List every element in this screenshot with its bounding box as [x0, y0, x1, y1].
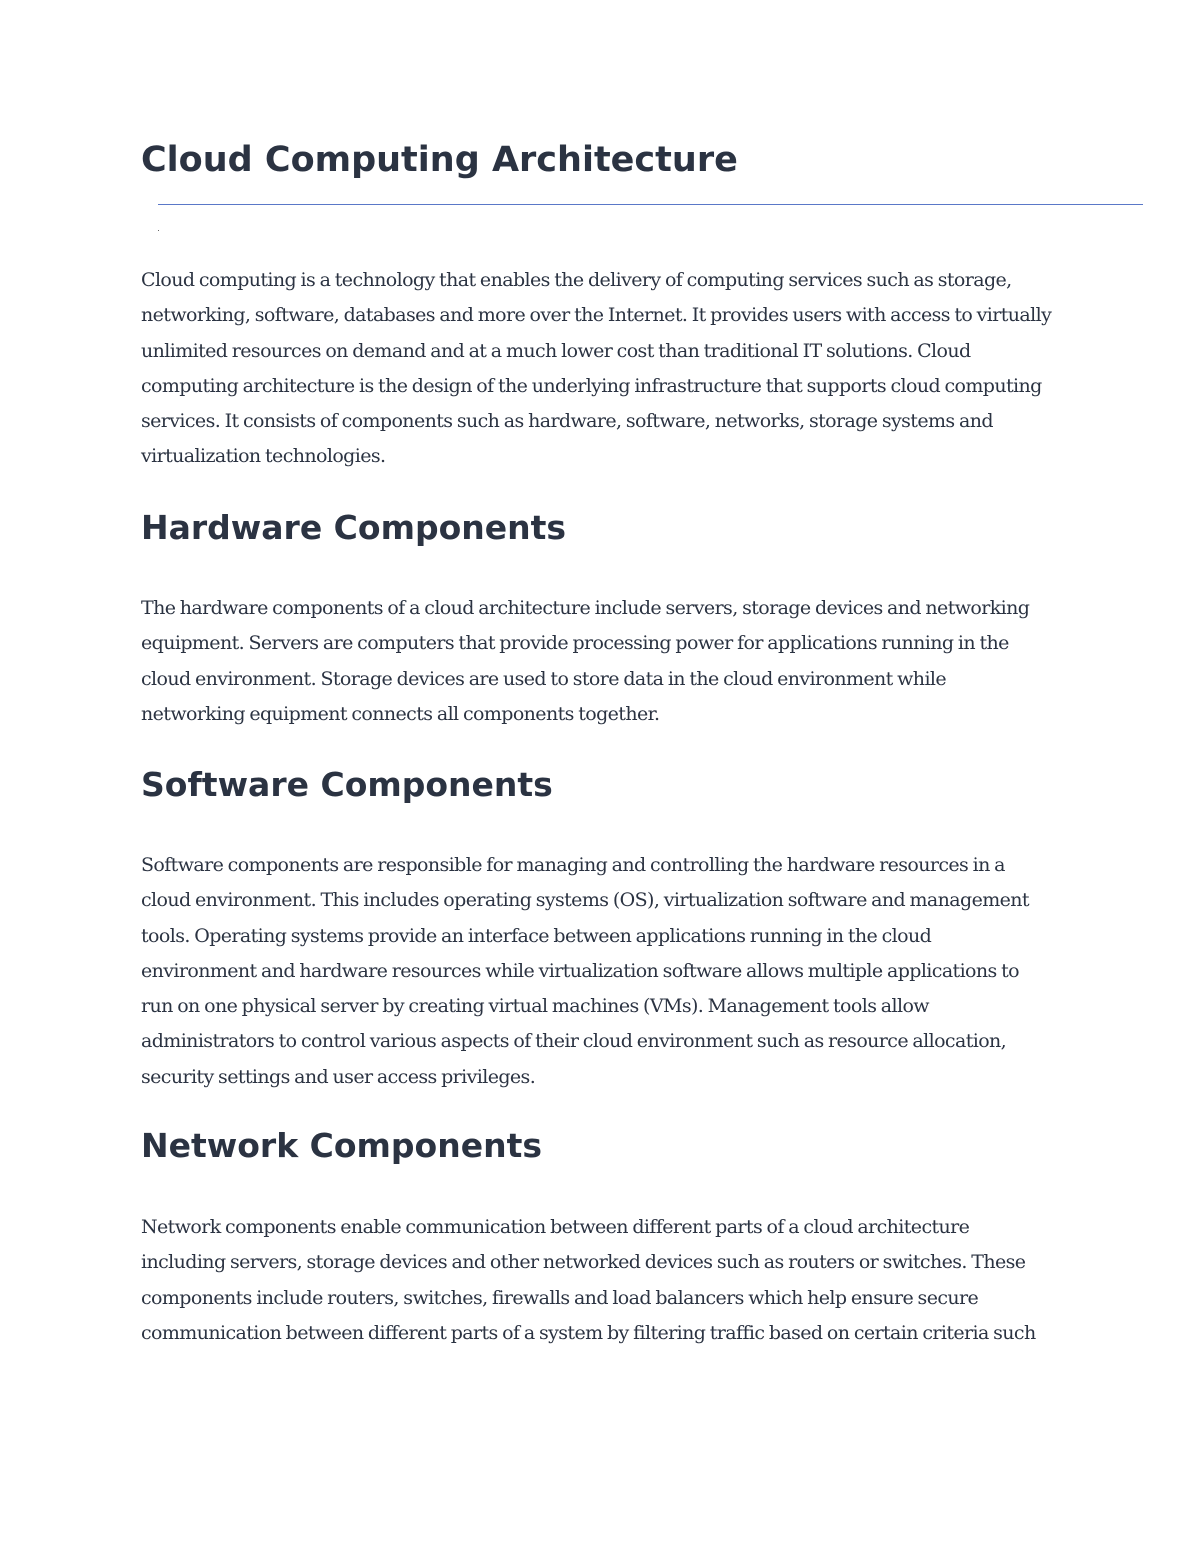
paragraph-line: including servers, storage devices and other networked devices such as routers or switches. These — [141, 1251, 1026, 1274]
paragraph-line: virtualization technologies. — [141, 445, 386, 468]
paragraph-line: Network components enable communication between different parts of a cloud architecture — [141, 1216, 970, 1238]
paragraph-line: components include routers, switches, firewalls and load balancers which help ensure secure — [141, 1286, 979, 1309]
section-heading-network: Network Components — [141, 1126, 542, 1165]
paragraph-line: networking equipment connects all components together. — [141, 702, 660, 725]
paragraph-line: security settings and user access privileges. — [141, 1065, 536, 1088]
paragraph-line: tools. Operating systems provide an interface between applications running in the cloud — [141, 924, 932, 947]
paragraph-line: communication between different parts of a system by filtering traffic based on certain criteria such — [141, 1321, 1036, 1344]
paragraph-line: cloud environment. This includes operating systems (OS), virtualization software and management — [141, 889, 1029, 912]
section-heading-hardware: Hardware Components — [141, 508, 567, 547]
paragraph-line: computing architecture is the design of the underlying infrastructure that supports cloud computing — [141, 374, 1042, 397]
paragraph-line: administrators to control various aspects of their cloud environment such as resource allocation, — [141, 1030, 1007, 1053]
section-heading-software: Software Components — [141, 765, 553, 804]
paragraph-line: services. It consists of components such as hardware, software, networks, storage systems and — [141, 410, 993, 433]
section-paragraph-hardware — [141, 591, 1071, 732]
paragraph-line: run on one physical server by creating virtual machines (VMs). Management tools allow — [141, 995, 929, 1018]
paragraph-line: unlimited resources on demand and at a much lower cost than traditional IT solutions. Cloud — [141, 339, 971, 362]
paragraph-line: environment and hardware resources while virtualization software allows multiple applications to — [141, 959, 1019, 982]
paragraph-line: cloud environment. Storage devices are used to store data in the cloud environment while — [141, 667, 947, 690]
paragraph-line: Software components are responsible for managing and controlling the hardware resources in a — [141, 854, 1005, 876]
paragraph-line: The hardware components of a cloud architecture include servers, storage devices and networking — [141, 597, 1030, 619]
paragraph-line: equipment. Servers are computers that provide processing power for applications running in the — [141, 632, 1009, 655]
divider-dot — [158, 230, 159, 231]
intro-paragraph — [141, 263, 1071, 475]
document-title: Cloud Computing Architecture — [141, 140, 738, 180]
paragraph-line: networking, software, databases and more over the Internet. It provides users with access to virtually — [141, 304, 1052, 327]
title-divider — [158, 204, 1143, 205]
section-paragraph-software — [141, 848, 1071, 1095]
paragraph-line: Cloud computing is a technology that enables the delivery of computing services such as storage, — [141, 269, 1012, 291]
section-paragraph-network — [141, 1210, 1071, 1351]
